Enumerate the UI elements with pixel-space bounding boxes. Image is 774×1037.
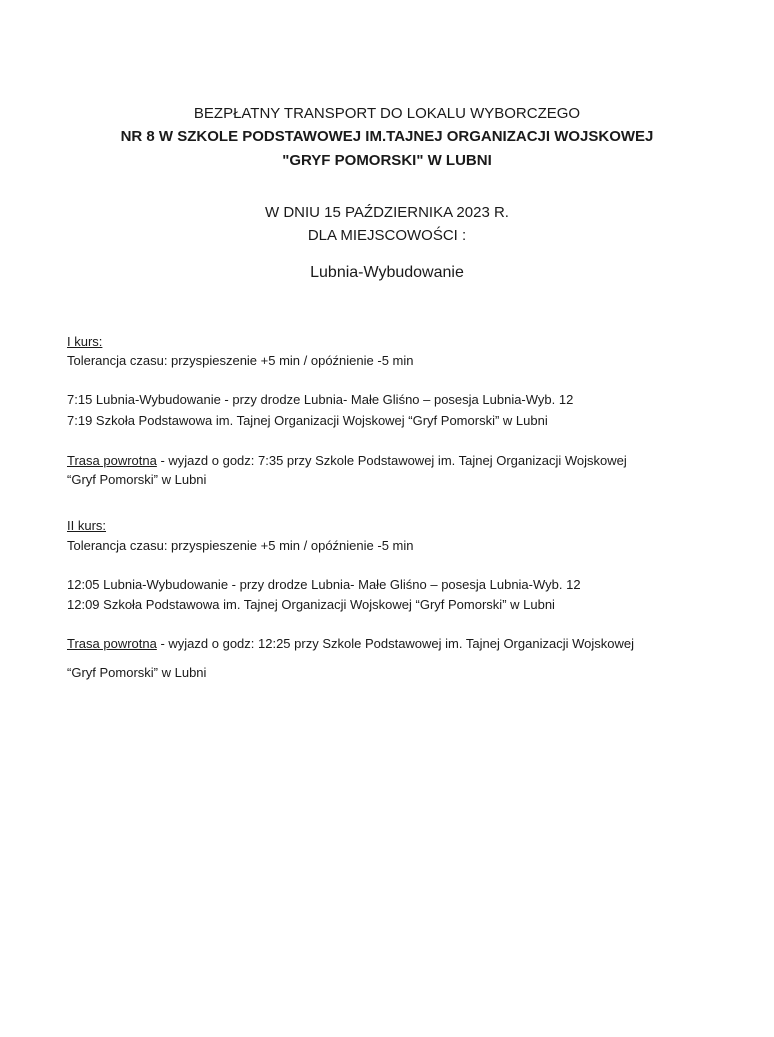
- course-2-return-cont: “Gryf Pomorski” w Lubni: [67, 665, 207, 680]
- course-1-title: I kurs:: [67, 334, 103, 349]
- course-2-return-text: - wyjazd o godz: 12:25 przy Szkole Podstawowej im. Tajnej Organizacji Wojskowej: [156, 636, 634, 651]
- course-2-title: II kurs:: [67, 518, 107, 533]
- course-1-return: [67, 452, 627, 470]
- course-2-return: [67, 635, 634, 653]
- course-1-return-label: Trasa powrotna: [67, 453, 157, 468]
- course-1-stop-1: 7:15 Lubnia-Wybudowanie - przy drodze Lubnia- Małe Gliśno – posesja Lubnia-Wyb. 12: [67, 392, 574, 407]
- course-2-stop-1: 12:05 Lubnia-Wybudowanie - przy drodze Lubnia- Małe Gliśno – posesja Lubnia-Wyb. 12: [67, 577, 581, 592]
- course-1-tolerance: Tolerancja czasu: przyspieszenie +5 min / opóźnienie -5 min: [67, 353, 414, 368]
- header-date: W DNIU 15 PAŹDZIERNIKA 2023 R.: [265, 204, 509, 221]
- course-1-return-cont: “Gryf Pomorski” w Lubni: [67, 472, 207, 487]
- course-1-stop-2: 7:19 Szkoła Podstawowa im. Tajnej Organizacji Wojskowej “Gryf Pomorski” w Lubni: [67, 413, 548, 428]
- course-1-return-text: - wyjazd o godz: 7:35 przy Szkole Podstawowej im. Tajnej Organizacji Wojskowej: [156, 453, 627, 468]
- course-2-return-label: Trasa powrotna: [67, 636, 157, 651]
- course-2-stop-2: 12:09 Szkoła Podstawowa im. Tajnej Organizacji Wojskowej “Gryf Pomorski” w Lubni: [67, 597, 555, 612]
- course-2-tolerance: Tolerancja czasu: przyspieszenie +5 min / opóźnienie -5 min: [67, 538, 414, 553]
- header-title-line-2: NR 8 W SZKOLE PODSTAWOWEJ IM.TAJNEJ ORGANIZACJI WOJSKOWEJ: [120, 128, 654, 145]
- locality-name: Lubnia-Wybudowanie: [310, 264, 464, 281]
- header-title-line-3: "GRYF POMORSKI" W LUBNI: [282, 152, 492, 169]
- header-title-line-1: BEZPŁATNY TRANSPORT DO LOKALU WYBORCZEGO: [193, 105, 581, 122]
- header-for-localities: DLA MIEJSCOWOŚCI :: [307, 227, 467, 244]
